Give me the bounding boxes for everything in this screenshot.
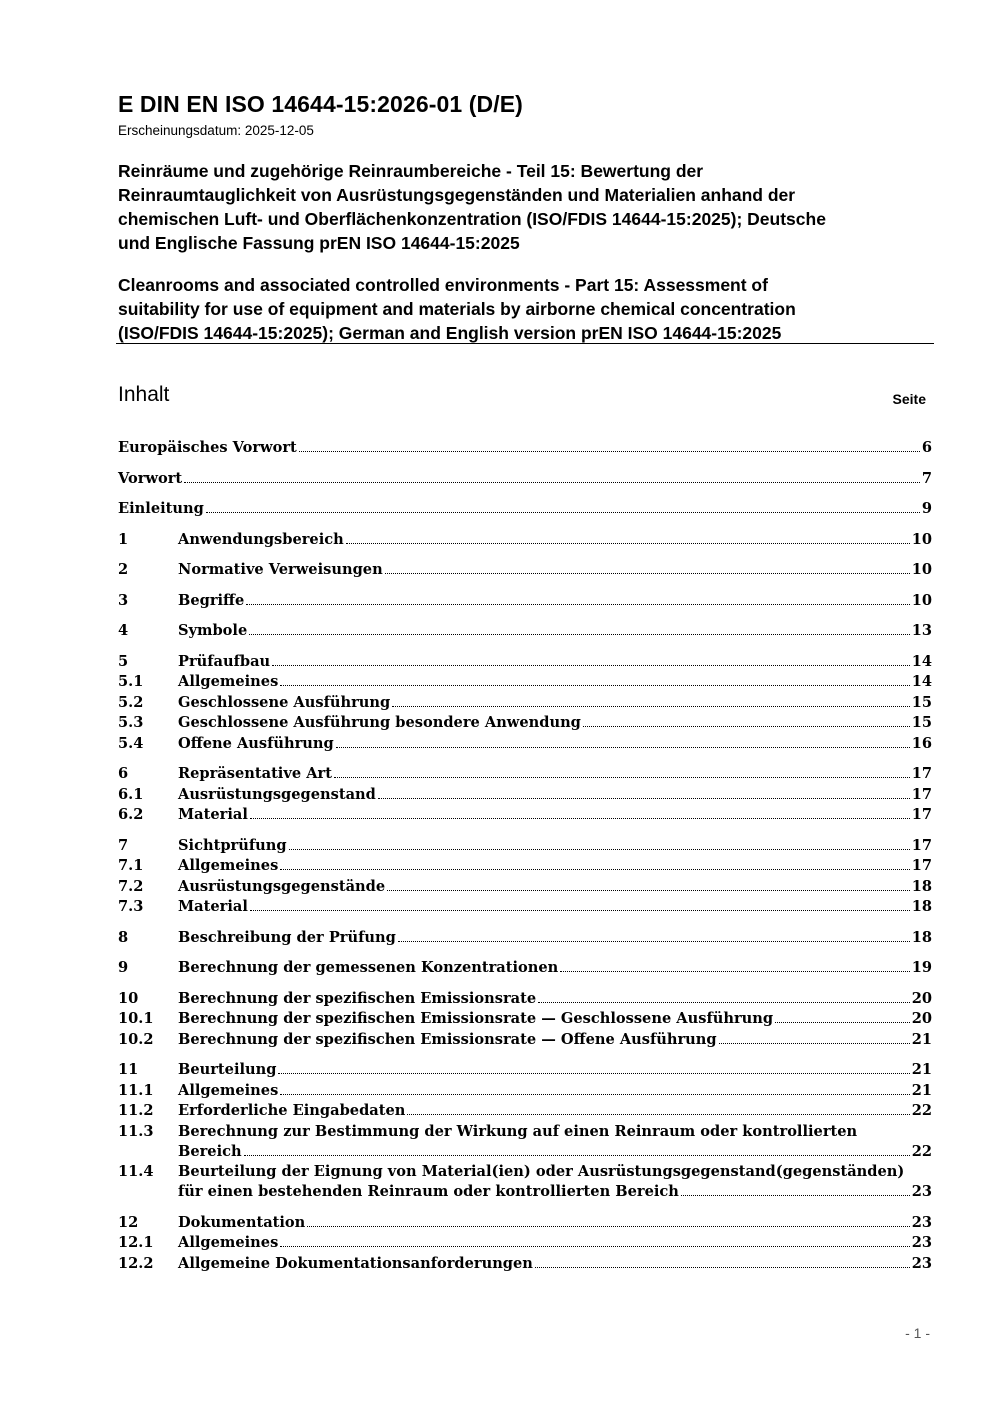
title-german-line: und Englische Fassung prEN ISO 14644-15:2025 — [118, 233, 520, 253]
toc-dot-leader — [583, 726, 910, 727]
toc-entry-label: Allgemeine Dokumentationsanforderungen — [178, 1254, 533, 1272]
toc-entry-label: Allgemeines — [178, 1081, 279, 1099]
toc-dot-leader — [280, 869, 909, 870]
toc-entry-number: 11.2 — [118, 1102, 154, 1119]
toc-entry-page: 21 — [911, 1081, 932, 1099]
toc-entry-page: 14 — [911, 673, 932, 690]
toc-entry-label: Europäisches Vorwort — [118, 439, 297, 456]
title-german — [118, 159, 938, 255]
toc-entry-page: 23 — [911, 1254, 932, 1272]
toc-entry-page: 22 — [911, 1102, 932, 1119]
toc-entry[interactable] — [118, 1030, 932, 1051]
toc-entry-number: 11.4 — [118, 1163, 154, 1180]
toc-dot-leader — [244, 1155, 910, 1156]
toc-entry-number: 6.2 — [118, 806, 144, 823]
toc-entry-label: Erforderliche Eingabedaten — [178, 1102, 406, 1119]
toc-dot-leader — [280, 1094, 909, 1095]
toc-entry-label: Anwendungsbereich — [178, 530, 344, 548]
toc-entry-page: 17 — [911, 836, 932, 854]
toc-entry-label: Ausrüstungsgegenstände — [178, 877, 386, 895]
toc-entry-page: 10 — [911, 591, 932, 609]
toc-entry-label: Begriffe — [178, 591, 245, 609]
toc-dot-leader — [334, 777, 910, 778]
toc-entry[interactable] — [118, 785, 932, 806]
toc-entry[interactable] — [118, 805, 932, 826]
toc-entry-page: 18 — [911, 898, 932, 915]
toc-entry-label: Einleitung — [118, 500, 204, 517]
toc-dot-leader — [250, 910, 910, 911]
toc-entry-label: Berechnung der spezifischen Emissionsrate — Offene Ausführung — [178, 1030, 717, 1048]
toc-dot-leader — [538, 1002, 910, 1003]
toc-dot-leader — [392, 706, 909, 707]
toc-entry[interactable] — [118, 1233, 932, 1254]
toc-entry-number: 12.1 — [118, 1234, 154, 1251]
title-english-line: suitability for use of equipment and materials by airborne chemical concentration — [118, 299, 796, 319]
toc-entry-page: 14 — [911, 652, 932, 670]
toc-dot-leader — [560, 971, 909, 972]
toc-dot-leader — [307, 1226, 909, 1227]
toc-dot-leader — [289, 849, 910, 850]
toc-entry[interactable] — [118, 877, 932, 898]
toc-dot-leader — [719, 1043, 910, 1044]
toc-entry-page: 17 — [911, 765, 932, 782]
toc-entry-page: 9 — [921, 500, 932, 517]
toc-entry-number: 7.2 — [118, 877, 144, 895]
toc-entry[interactable] — [118, 836, 932, 857]
toc-entry[interactable] — [118, 591, 932, 612]
toc-entry[interactable] — [118, 989, 932, 1010]
toc-entry-page: 23 — [911, 1213, 932, 1231]
toc-entry-number: 12 — [118, 1213, 139, 1231]
toc-entry-number: 11 — [118, 1061, 139, 1078]
toc-entry-label: Geschlossene Ausführung — [178, 693, 391, 711]
toc-entry[interactable] — [118, 764, 932, 785]
toc-dot-leader — [206, 512, 920, 513]
toc-dot-leader — [681, 1195, 910, 1196]
toc-dot-leader — [299, 451, 920, 452]
toc-entry[interactable] — [118, 1162, 932, 1203]
toc-entry-page: 15 — [911, 714, 932, 731]
title-english — [118, 273, 938, 345]
toc-dot-leader — [278, 1073, 909, 1074]
toc-entry-page: 23 — [911, 1183, 932, 1200]
toc-entry-label: Beurteilung — [178, 1061, 277, 1078]
toc-entry-label: Berechnung der gemessenen Konzentrationen — [178, 959, 559, 976]
toc-entry[interactable] — [118, 499, 932, 520]
toc-entry-number: 10.2 — [118, 1030, 154, 1048]
toc-entry[interactable] — [118, 928, 932, 949]
toc-dot-leader — [775, 1022, 910, 1023]
toc-entry-page: 21 — [911, 1061, 932, 1078]
toc-dot-leader — [280, 1246, 909, 1247]
toc-entry-number: 5 — [118, 652, 129, 670]
toc-entry-label: Repräsentative Art — [178, 765, 332, 782]
toc-dot-leader — [346, 543, 910, 544]
toc-heading: Inhalt — [118, 383, 170, 406]
toc-entry[interactable] — [118, 652, 932, 673]
toc-entry[interactable] — [118, 438, 932, 459]
toc-dot-leader — [385, 573, 910, 574]
toc-entry[interactable] — [118, 560, 932, 581]
toc-entry-number: 8 — [118, 928, 129, 946]
toc-entry[interactable] — [118, 1254, 932, 1275]
toc-entry-number: 7.1 — [118, 857, 144, 874]
toc-entry-page: 20 — [911, 1010, 932, 1027]
toc-dot-leader — [246, 604, 909, 605]
toc-entry[interactable] — [118, 672, 932, 693]
toc-entry-number: 6 — [118, 765, 129, 782]
toc-entry[interactable] — [118, 1122, 932, 1163]
toc-entry[interactable] — [118, 713, 932, 734]
toc-entry-label: Material — [178, 898, 248, 915]
toc-entry-page: 16 — [911, 734, 932, 752]
toc-dot-leader — [407, 1114, 909, 1115]
title-english-line: Cleanrooms and associated controlled environments - Part 15: Assessment of — [118, 275, 768, 295]
toc-entry[interactable] — [118, 1009, 932, 1030]
toc-entry[interactable] — [118, 958, 932, 979]
toc-entry-label: Berechnung zur Bestimmung der Wirkung auf einen Reinraum oder kontrollierten — [178, 1122, 858, 1140]
toc-entry-number: 9 — [118, 959, 129, 976]
publication-date: Erscheinungsdatum: 2025-12-05 — [118, 123, 314, 138]
page-number: - 1 - — [905, 1325, 930, 1341]
toc-entry-page: 13 — [911, 622, 932, 639]
toc-dot-leader — [272, 665, 910, 666]
toc-entry-page: 10 — [911, 530, 932, 548]
document-title: E DIN EN ISO 14644-15:2026-01 (D/E) — [118, 91, 523, 117]
toc-entry-label: Offene Ausführung — [178, 734, 334, 752]
title-german-line: Reinraumtauglichkeit von Ausrüstungsgegenständen und Materialien anhand der — [118, 185, 796, 205]
toc-entry[interactable] — [118, 897, 932, 918]
toc-entry-number: 6.1 — [118, 785, 144, 803]
toc-dot-leader — [535, 1267, 910, 1268]
toc-entry[interactable] — [118, 856, 932, 877]
table-of-contents — [118, 438, 932, 1274]
toc-entry-page: 20 — [911, 989, 932, 1007]
toc-entry-page: 22 — [911, 1142, 932, 1160]
title-german-line: chemischen Luft- und Oberflächenkonzentration (ISO/FDIS 14644-15:2025); Deutsche — [118, 209, 826, 229]
toc-entry-page: 7 — [921, 469, 932, 487]
toc-entry[interactable] — [118, 693, 932, 714]
toc-entry-page: 21 — [911, 1030, 932, 1048]
toc-entry-label: Berechnung der spezifischen Emissionsrate — [178, 989, 537, 1007]
toc-entry-number: 3 — [118, 591, 129, 609]
toc-entry-number: 1 — [118, 530, 129, 548]
toc-entry-label: Geschlossene Ausführung besondere Anwendung — [178, 714, 581, 731]
toc-entry-page: 23 — [911, 1234, 932, 1251]
toc-entry-label: Ausrüstungsgegenstand — [178, 785, 376, 803]
toc-entry-number: 5.3 — [118, 714, 144, 731]
toc-dot-leader — [398, 941, 910, 942]
toc-entry-label: Berechnung der spezifischen Emissionsrate — Geschlossene Ausführung — [178, 1010, 774, 1027]
toc-entry-number: 4 — [118, 622, 129, 639]
toc-dot-leader — [378, 798, 910, 799]
toc-entry-page: 6 — [921, 439, 932, 456]
toc-entry[interactable] — [118, 1213, 932, 1234]
toc-entry-page: 17 — [911, 806, 932, 823]
toc-entry-number: 5.2 — [118, 693, 144, 711]
toc-page-column-label: Seite — [892, 391, 926, 407]
toc-entry-label: Allgemeines — [178, 1234, 279, 1251]
toc-dot-leader — [280, 685, 909, 686]
toc-entry-number: 10.1 — [118, 1010, 154, 1027]
toc-entry-label: Allgemeines — [178, 673, 279, 690]
toc-entry[interactable] — [118, 1081, 932, 1102]
title-german-line: Reinräume und zugehörige Reinraumbereiche - Teil 15: Bewertung der — [118, 161, 704, 181]
toc-entry-page: 18 — [911, 877, 932, 895]
toc-entry[interactable] — [118, 734, 932, 755]
toc-dot-leader — [336, 747, 910, 748]
toc-entry-label-continued: für einen bestehenden Reinraum oder kontrollierten Bereich — [178, 1183, 679, 1200]
toc-dot-leader — [387, 890, 910, 891]
toc-entry-number: 11.1 — [118, 1081, 154, 1099]
toc-entry-label: Dokumentation — [178, 1213, 306, 1231]
toc-entry-label: Material — [178, 806, 248, 823]
toc-entry-label-continued: Bereich — [178, 1142, 242, 1160]
toc-entry-label: Beschreibung der Prüfung — [178, 928, 396, 946]
toc-entry-page: 19 — [911, 959, 932, 976]
toc-entry-page: 17 — [911, 785, 932, 803]
toc-entry-label: Beurteilung der Eignung von Material(ien) oder Ausrüstungsgegenstand(gegenständen) — [178, 1163, 905, 1180]
toc-entry-number: 12.2 — [118, 1254, 154, 1272]
toc-entry-number: 2 — [118, 561, 129, 578]
toc-entry-page: 15 — [911, 693, 932, 711]
toc-entry-label: Normative Verweisungen — [178, 561, 383, 578]
toc-entry[interactable] — [118, 1101, 932, 1122]
toc-entry-page: 18 — [911, 928, 932, 946]
toc-entry[interactable] — [118, 469, 932, 490]
toc-entry[interactable] — [118, 621, 932, 642]
toc-entry-label: Allgemeines — [178, 857, 279, 874]
toc-entry[interactable] — [118, 530, 932, 551]
title-english-line: (ISO/FDIS 14644-15:2025); German and English version prEN ISO 14644-15:2025 — [118, 323, 782, 343]
toc-entry-label: Symbole — [178, 622, 248, 639]
toc-entry-number: 7 — [118, 836, 129, 854]
toc-dot-leader — [184, 482, 920, 483]
toc-entry-number: 5.4 — [118, 734, 144, 752]
toc-entry[interactable] — [118, 1060, 932, 1081]
toc-entry-label: Prüfaufbau — [178, 652, 271, 670]
toc-entry-number: 7.3 — [118, 898, 144, 915]
toc-entry-number: 10 — [118, 989, 139, 1007]
title-divider — [116, 343, 934, 344]
toc-entry-label: Vorwort — [118, 469, 183, 487]
toc-entry-number: 5.1 — [118, 673, 144, 690]
toc-entry-page: 17 — [911, 857, 932, 874]
toc-entry-page: 10 — [911, 561, 932, 578]
toc-dot-leader — [249, 634, 909, 635]
toc-entry-number: 11.3 — [118, 1122, 154, 1140]
toc-dot-leader — [250, 818, 910, 819]
toc-entry-label: Sichtprüfung — [178, 836, 287, 854]
